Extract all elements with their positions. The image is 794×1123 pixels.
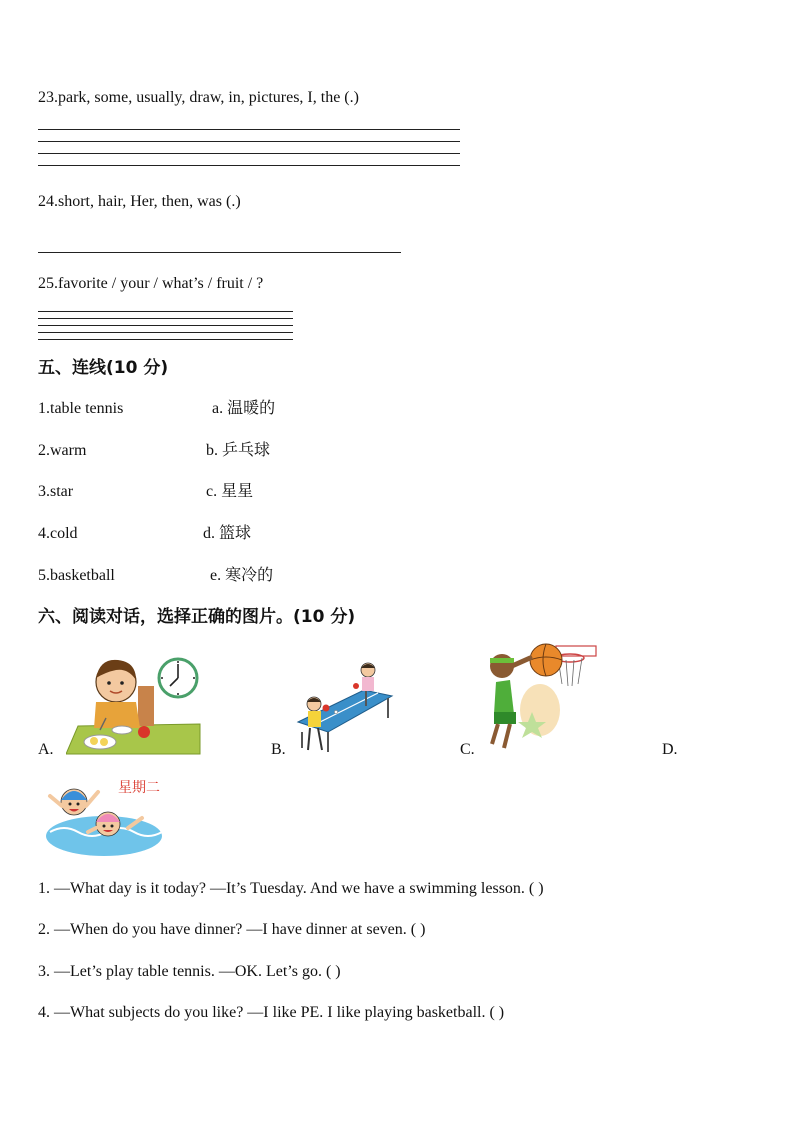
match-right-item: e. 寒冷的: [210, 567, 274, 584]
match-right-item: a. 温暖的: [212, 400, 276, 417]
question-25-text: 25.favorite / your / what’s / fruit / ?: [38, 275, 264, 292]
answer-line[interactable]: [38, 165, 460, 166]
basketball-picture[interactable]: [482, 640, 598, 754]
dialogue-question: 2. —When do you have dinner? —I have dinner at seven. ( ): [38, 921, 426, 938]
match-right-item: b. 乒乓球: [206, 442, 271, 459]
answer-line[interactable]: [38, 141, 460, 142]
question-23-text: 23.park, some, usually, draw, in, pictures, I, the (.): [38, 89, 359, 106]
section-5-heading: 五、连线(10 分): [38, 358, 169, 378]
answer-line[interactable]: [38, 129, 460, 130]
answer-line[interactable]: [38, 153, 460, 154]
dialogue-question: 3. —Let’s play table tennis. —OK. Let’s go. ( ): [38, 963, 341, 980]
question-24-text: 24.short, hair, Her, then, was (.): [38, 193, 241, 210]
answer-line[interactable]: [38, 252, 401, 253]
match-left-item: 4.cold: [38, 525, 78, 542]
match-left-item: 2.warm: [38, 442, 87, 459]
match-left-item: 3.star: [38, 483, 74, 500]
match-left-item: 1.table tennis: [38, 400, 124, 417]
option-d-label: D.: [662, 741, 678, 758]
option-a-label: A.: [38, 741, 54, 758]
answer-line[interactable]: [38, 332, 293, 333]
match-right-item: d. 篮球: [203, 525, 252, 542]
match-left-item: 5.basketball: [38, 567, 115, 584]
section-6-heading: 六、阅读对话，选择正确的图片。(10 分): [38, 607, 356, 627]
dialogue-question: 4. —What subjects do you like? —I like PE. I like playing basketball. ( ): [38, 1004, 505, 1021]
answer-line[interactable]: [38, 311, 293, 312]
answer-line[interactable]: [38, 325, 293, 326]
dialogue-question: 1. —What day is it today? —It’s Tuesday. And we have a swimming lesson. ( ): [38, 880, 544, 897]
match-right-item: c. 星星: [206, 483, 254, 500]
option-b-label: B.: [271, 741, 286, 758]
weekday-label: 星期二: [118, 780, 160, 796]
table-tennis-picture[interactable]: [292, 660, 396, 756]
answer-line[interactable]: [38, 339, 293, 340]
dinner-picture[interactable]: [66, 656, 202, 756]
answer-line[interactable]: [38, 318, 293, 319]
option-c-label: C.: [460, 741, 475, 758]
